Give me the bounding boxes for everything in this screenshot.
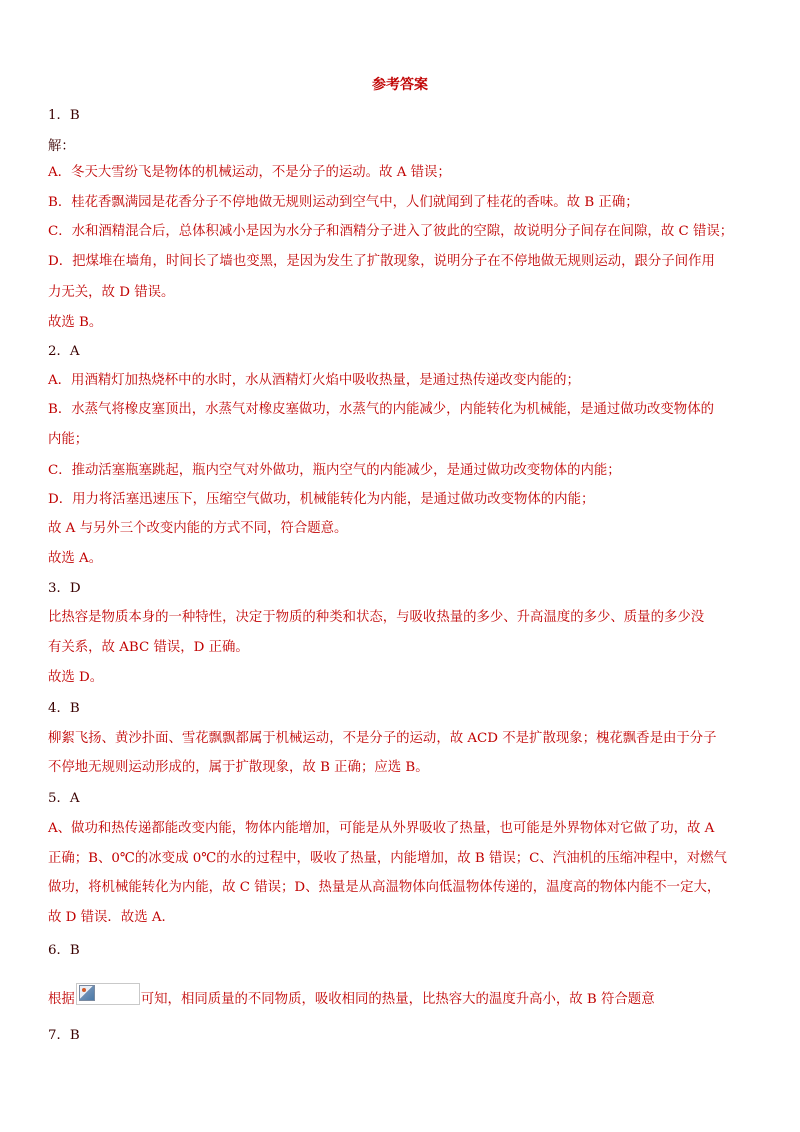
broken-image-icon (76, 983, 140, 1005)
text-line: 比热容是物质本身的一种特性，决定于物质的种类和状态，与吸收热量的多少、升高温度的多少、质量的多少没 (48, 610, 705, 625)
answer-number: 2．A (48, 344, 80, 359)
text-line: B．桂花香飘满园是花香分子不停地做无规则运动到空气中，人们就闻到了桂花的香味。故 B 正确； (48, 195, 639, 210)
text-line: 故选 B。 (48, 315, 103, 330)
answer-number: 4．B (48, 701, 80, 716)
text-line-with-formula (48, 983, 655, 1010)
answer-number: 5．A (48, 791, 80, 806)
text-line: A．冬天大雪纷飞是物体的机械运动，不是分子的运动。故 A 错误； (48, 165, 451, 180)
text-line: D．用力将活塞迅速压下，压缩空气做功，机械能转化为内能，是通过做功改变物体的内能； (48, 492, 595, 507)
text-line: C．水和酒精混合后，总体积减小是因为水分子和酒精分子进入了彼此的空隙，故说明分子间存在间隙，故 C 错误； (48, 224, 734, 239)
answer-number: 3．D (48, 581, 81, 596)
text-line: 故选 A。 (48, 551, 103, 566)
text-line: A．用酒精灯加热烧杯中的水时，水从酒精灯火焰中吸收热量，是通过热传递改变内能的； (48, 373, 580, 388)
text-line: C．推动活塞瓶塞跳起，瓶内空气对外做功，瓶内空气的内能减少，是通过做功改变物体的内能； (48, 463, 621, 478)
page-title: 参考答案 (372, 77, 428, 93)
answer-number: 7．B (48, 1028, 80, 1043)
answer-number: 1．B (48, 108, 80, 123)
solution-label: 解： (48, 139, 75, 154)
text-line: 内能； (48, 432, 89, 447)
answer-number: 6．B (48, 943, 80, 958)
text-line: A、做功和热传递都能改变内能，物体内能增加，可能是从外界吸收了热量，也可能是外界物体对它做了功，故 A (48, 821, 715, 836)
text-line: 有关系，故 ABC 错误，D 正确。 (48, 640, 249, 655)
text-line: B．水蒸气将橡皮塞顶出，水蒸气对橡皮塞做功，水蒸气的内能减少，内能转化为机械能，是通过做功改变物体的 (48, 402, 714, 417)
text-line: 正确；B、0℃的冰变成 0℃的水的过程中，吸收了热量，内能增加，故 B 错误；C、汽油机的压缩冲程中，对燃气 (48, 851, 727, 866)
text-segment: 可知，相同质量的不同物质，吸收相同的热量，比热容大的温度升高小，故 B 符合题意 (140, 992, 655, 1007)
text-line: 故选 D。 (48, 670, 104, 685)
text-line: 故 A 与另外三个改变内能的方式不同，符合题意。 (48, 521, 348, 536)
text-line: 做功，将机械能转化为内能，故 C 错误；D、热量是从高温物体向低温物体传递的，温度高的物体内能不一定大， (48, 880, 721, 895)
text-line: 柳絮飞扬、黄沙扑面、雪花飘飘都属于机械运动，不是分子的运动，故 ACD 不是扩散现象；槐花飘香是由于分子 (48, 731, 717, 746)
text-line: 力无关，故 D 错误。 (48, 285, 175, 300)
text-line: D．把煤堆在墙角，时间长了墙也变黑，是因为发生了扩散现象，说明分子在不停地做无规则运动，跟分子间作用 (48, 254, 715, 269)
text-line: 故 D 错误．故选 A． (48, 910, 175, 925)
text-segment: 根据 (48, 992, 75, 1007)
text-line: 不停地无规则运动形成的，属于扩散现象，故 B 正确；应选 B。 (48, 760, 429, 775)
